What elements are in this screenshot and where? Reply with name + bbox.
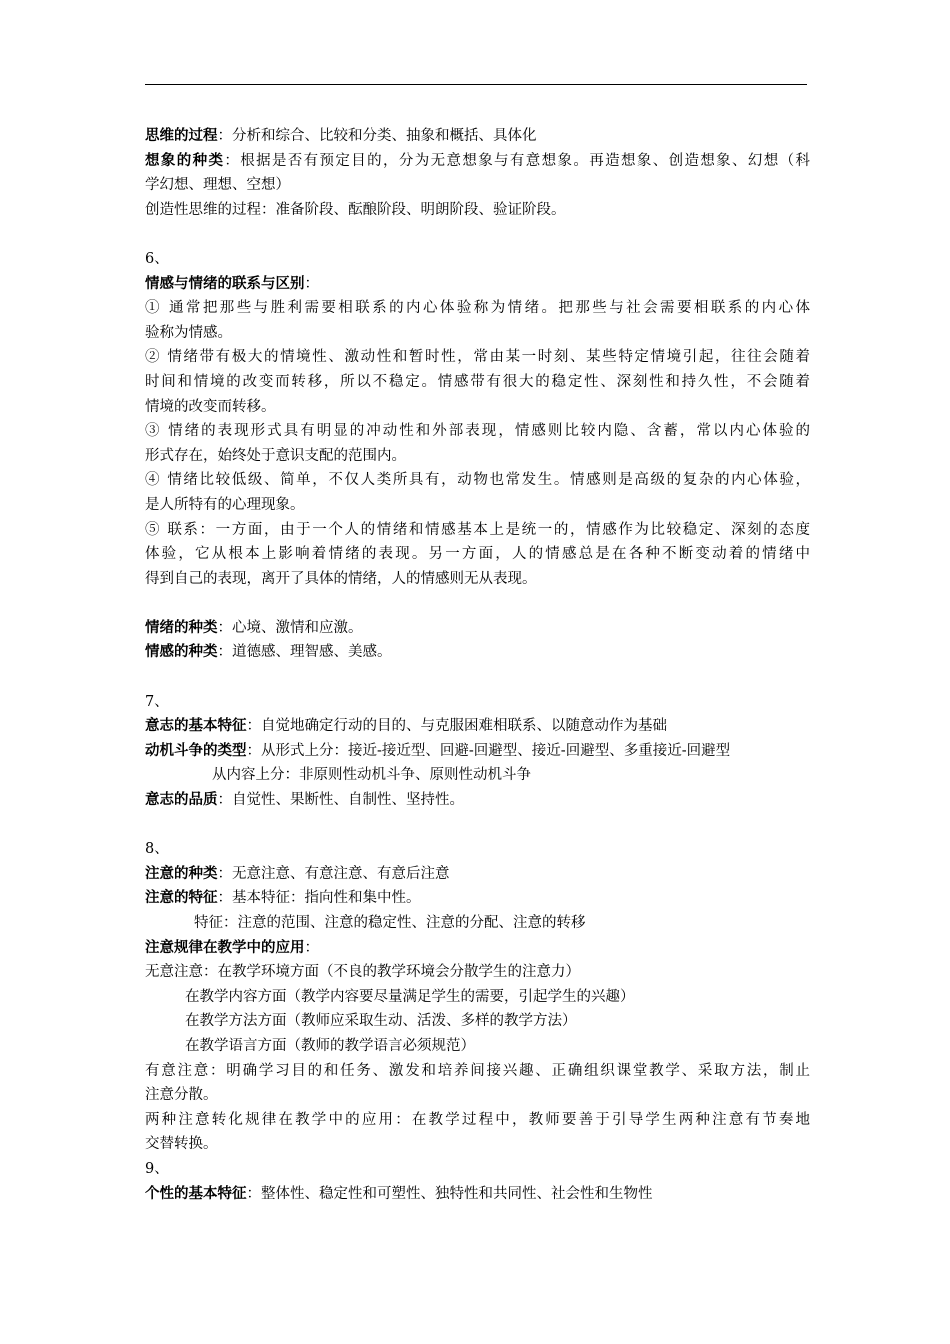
section-6-number: 6、 — [145, 250, 169, 267]
point-3-line-1 — [145, 419, 810, 444]
attention-features-text: ：基本特征：指向性和集中性。 — [217, 890, 421, 907]
involuntary-line-2: 在教学内容方面（教学内容要尽量满足学生的需要，引起学生的兴趣） — [185, 988, 635, 1005]
thinking-process-label: 思维的过程 — [145, 127, 218, 144]
involuntary-line-1: 无意注意：在教学环境方面（不良的教学环境会分散学生的注意力） — [145, 964, 580, 981]
attention-types-label: 注意的种类 — [145, 864, 218, 882]
imagination-types-label: 想象的种类 — [145, 151, 225, 169]
point-2-line-2 — [145, 370, 810, 395]
feeling-types-line — [145, 640, 810, 665]
personality-features-text: ：整体性、稳定性和可塑性、独特性和共同性、社会性和生物性 — [246, 1185, 653, 1202]
section-7-number: 7、 — [145, 693, 169, 710]
emotion-types-text: ：心境、激情和应激。 — [217, 619, 363, 636]
conversion-text-1: 两种注意转化规律在教学中的应用：在教学过程中，教师要善于引导学生两种注意有节奏地 — [145, 1111, 810, 1128]
section-6-heading: 情感与情绪的联系与区别 — [145, 274, 305, 292]
attention-types-line — [145, 862, 810, 887]
attention-features-label: 注意的特征 — [145, 889, 218, 907]
feeling-types-text: ：道德感、理智感、美感。 — [217, 644, 392, 661]
voluntary-text-1: 有意注意：明确学习目的和任务、激发和培养间接兴趣、正确组织课堂教学、采取方法，制止 — [145, 1062, 810, 1079]
attention-application-colon: ： — [304, 939, 319, 956]
section-9-number: 9、 — [145, 1160, 169, 1177]
point-3-line-2: 形式存在，始终处于意识支配的范围内。 — [145, 447, 406, 464]
motive-conflict-line-2: 从内容上分：非原则性动机斗争、原则性动机斗争 — [212, 767, 531, 784]
imagination-types-line-2: 学幻想、理想、空想） — [145, 177, 290, 194]
motive-conflict-line — [145, 739, 810, 764]
imagination-types-text: ：根据是否有预定目的，分为无意想象与有意想象。再造想象、创造想象、幻想（科 — [224, 152, 811, 169]
will-quality-label: 意志的品质 — [145, 791, 218, 809]
will-quality-text: ：自觉性、果断性、自制性、坚持性。 — [217, 792, 464, 809]
point-2-text-2: 时间和情境的改变而转移，所以不稳定。情感带有很大的稳定性、深刻性和持久性，不会随着 — [145, 373, 810, 390]
point-5-line-3: 得到自己的表现，离开了具体的情绪，人的情感则无从表现。 — [145, 570, 537, 587]
emotion-types-line — [145, 616, 810, 641]
conversion-line-2: 交替转换。 — [145, 1136, 218, 1153]
point-5-line-1 — [145, 518, 810, 543]
conversion-line-1 — [145, 1108, 810, 1133]
will-features-line — [145, 714, 810, 739]
point-5-text-1: ⑤ 联系：一方面，由于一个人的情绪和情感基本上是统一的，情感作为比较稳定、深刻的态度 — [145, 521, 810, 538]
section-8-number: 8、 — [145, 841, 169, 858]
voluntary-line-2: 注意分散。 — [145, 1087, 218, 1104]
involuntary-line-3: 在教学方法方面（教师应采取生动、活泼、多样的教学方法） — [185, 1013, 577, 1030]
personality-features-line — [145, 1182, 810, 1207]
voluntary-line-1 — [145, 1059, 810, 1084]
imagination-types-line-1 — [145, 149, 810, 174]
involuntary-line-4: 在教学语言方面（教师的教学语言必须规范） — [185, 1037, 475, 1054]
point-4-text-1: ④ 情绪比较低级、简单，不仅人类所具有，动物也常发生。情感则是高级的复杂的内心体验， — [145, 472, 810, 489]
attention-features-line — [145, 886, 810, 911]
attention-application-heading-line — [145, 936, 810, 961]
point-1-line-2: 验称为情感。 — [145, 324, 232, 341]
will-quality-line — [145, 788, 810, 813]
attention-application-heading: 注意规律在教学中的应用 — [145, 938, 305, 956]
thinking-process-line — [145, 124, 810, 149]
point-1-text-1: ① 通常把那些与胜利需要相联系的内心体验称为情绪。把那些与社会需要相联系的内心体 — [145, 300, 810, 317]
document-body — [145, 124, 810, 1206]
point-5-text-2: 体验，它从根本上影响着情绪的表现。另一方面，人的情感总是在各种不断变动着的情绪中 — [145, 546, 810, 563]
section-6-heading-line — [145, 272, 810, 297]
point-2-line-1 — [145, 345, 810, 370]
attention-features-line-2: 特征：注意的范围、注意的稳定性、注意的分配、注意的转移 — [194, 915, 586, 931]
header-rule — [145, 84, 807, 85]
point-2-text-1: ② 情绪带有极大的情境性、激动性和暂时性，常由某一时刻、某些特定情境引起，往往会随着 — [145, 349, 810, 366]
point-5-line-2 — [145, 542, 810, 567]
point-4-line-1 — [145, 468, 810, 493]
will-features-label: 意志的基本特征 — [145, 717, 247, 735]
imagination-types-line — [145, 149, 810, 174]
point-3-text-1: ③ 情绪的表现形式具有明显的冲动性和外部表现，情感则比较内隐、含蓄，常以内心体验的 — [145, 423, 810, 440]
motive-conflict-label: 动机斗争的类型 — [145, 741, 247, 759]
point-2-line-3: 情境的改变而转移。 — [145, 398, 276, 415]
point-1-line-1 — [145, 296, 810, 321]
will-features-text: ：自觉地确定行动的目的、与克服困难相联系、以随意动作为基础 — [246, 718, 667, 735]
motive-conflict-text: ：从形式上分：接近-接近型、回避-回避型、接近-回避型、多重接近-回避型 — [246, 742, 731, 759]
feeling-types-label: 情感的种类 — [145, 643, 218, 661]
section-6-heading-colon: ： — [304, 275, 319, 292]
thinking-process-text: ：分析和综合、比较和分类、抽象和概括、具体化 — [217, 128, 537, 144]
personality-features-label: 个性的基本特征 — [145, 1184, 247, 1202]
attention-types-text: ：无意注意、有意注意、有意后注意 — [217, 865, 450, 882]
creative-thinking-line: 创造性思维的过程：准备阶段、酝酿阶段、明朗阶段、验证阶段。 — [145, 201, 566, 218]
emotion-types-label: 情绪的种类 — [145, 618, 218, 636]
point-4-line-2: 是人所特有的心理现象。 — [145, 496, 305, 513]
